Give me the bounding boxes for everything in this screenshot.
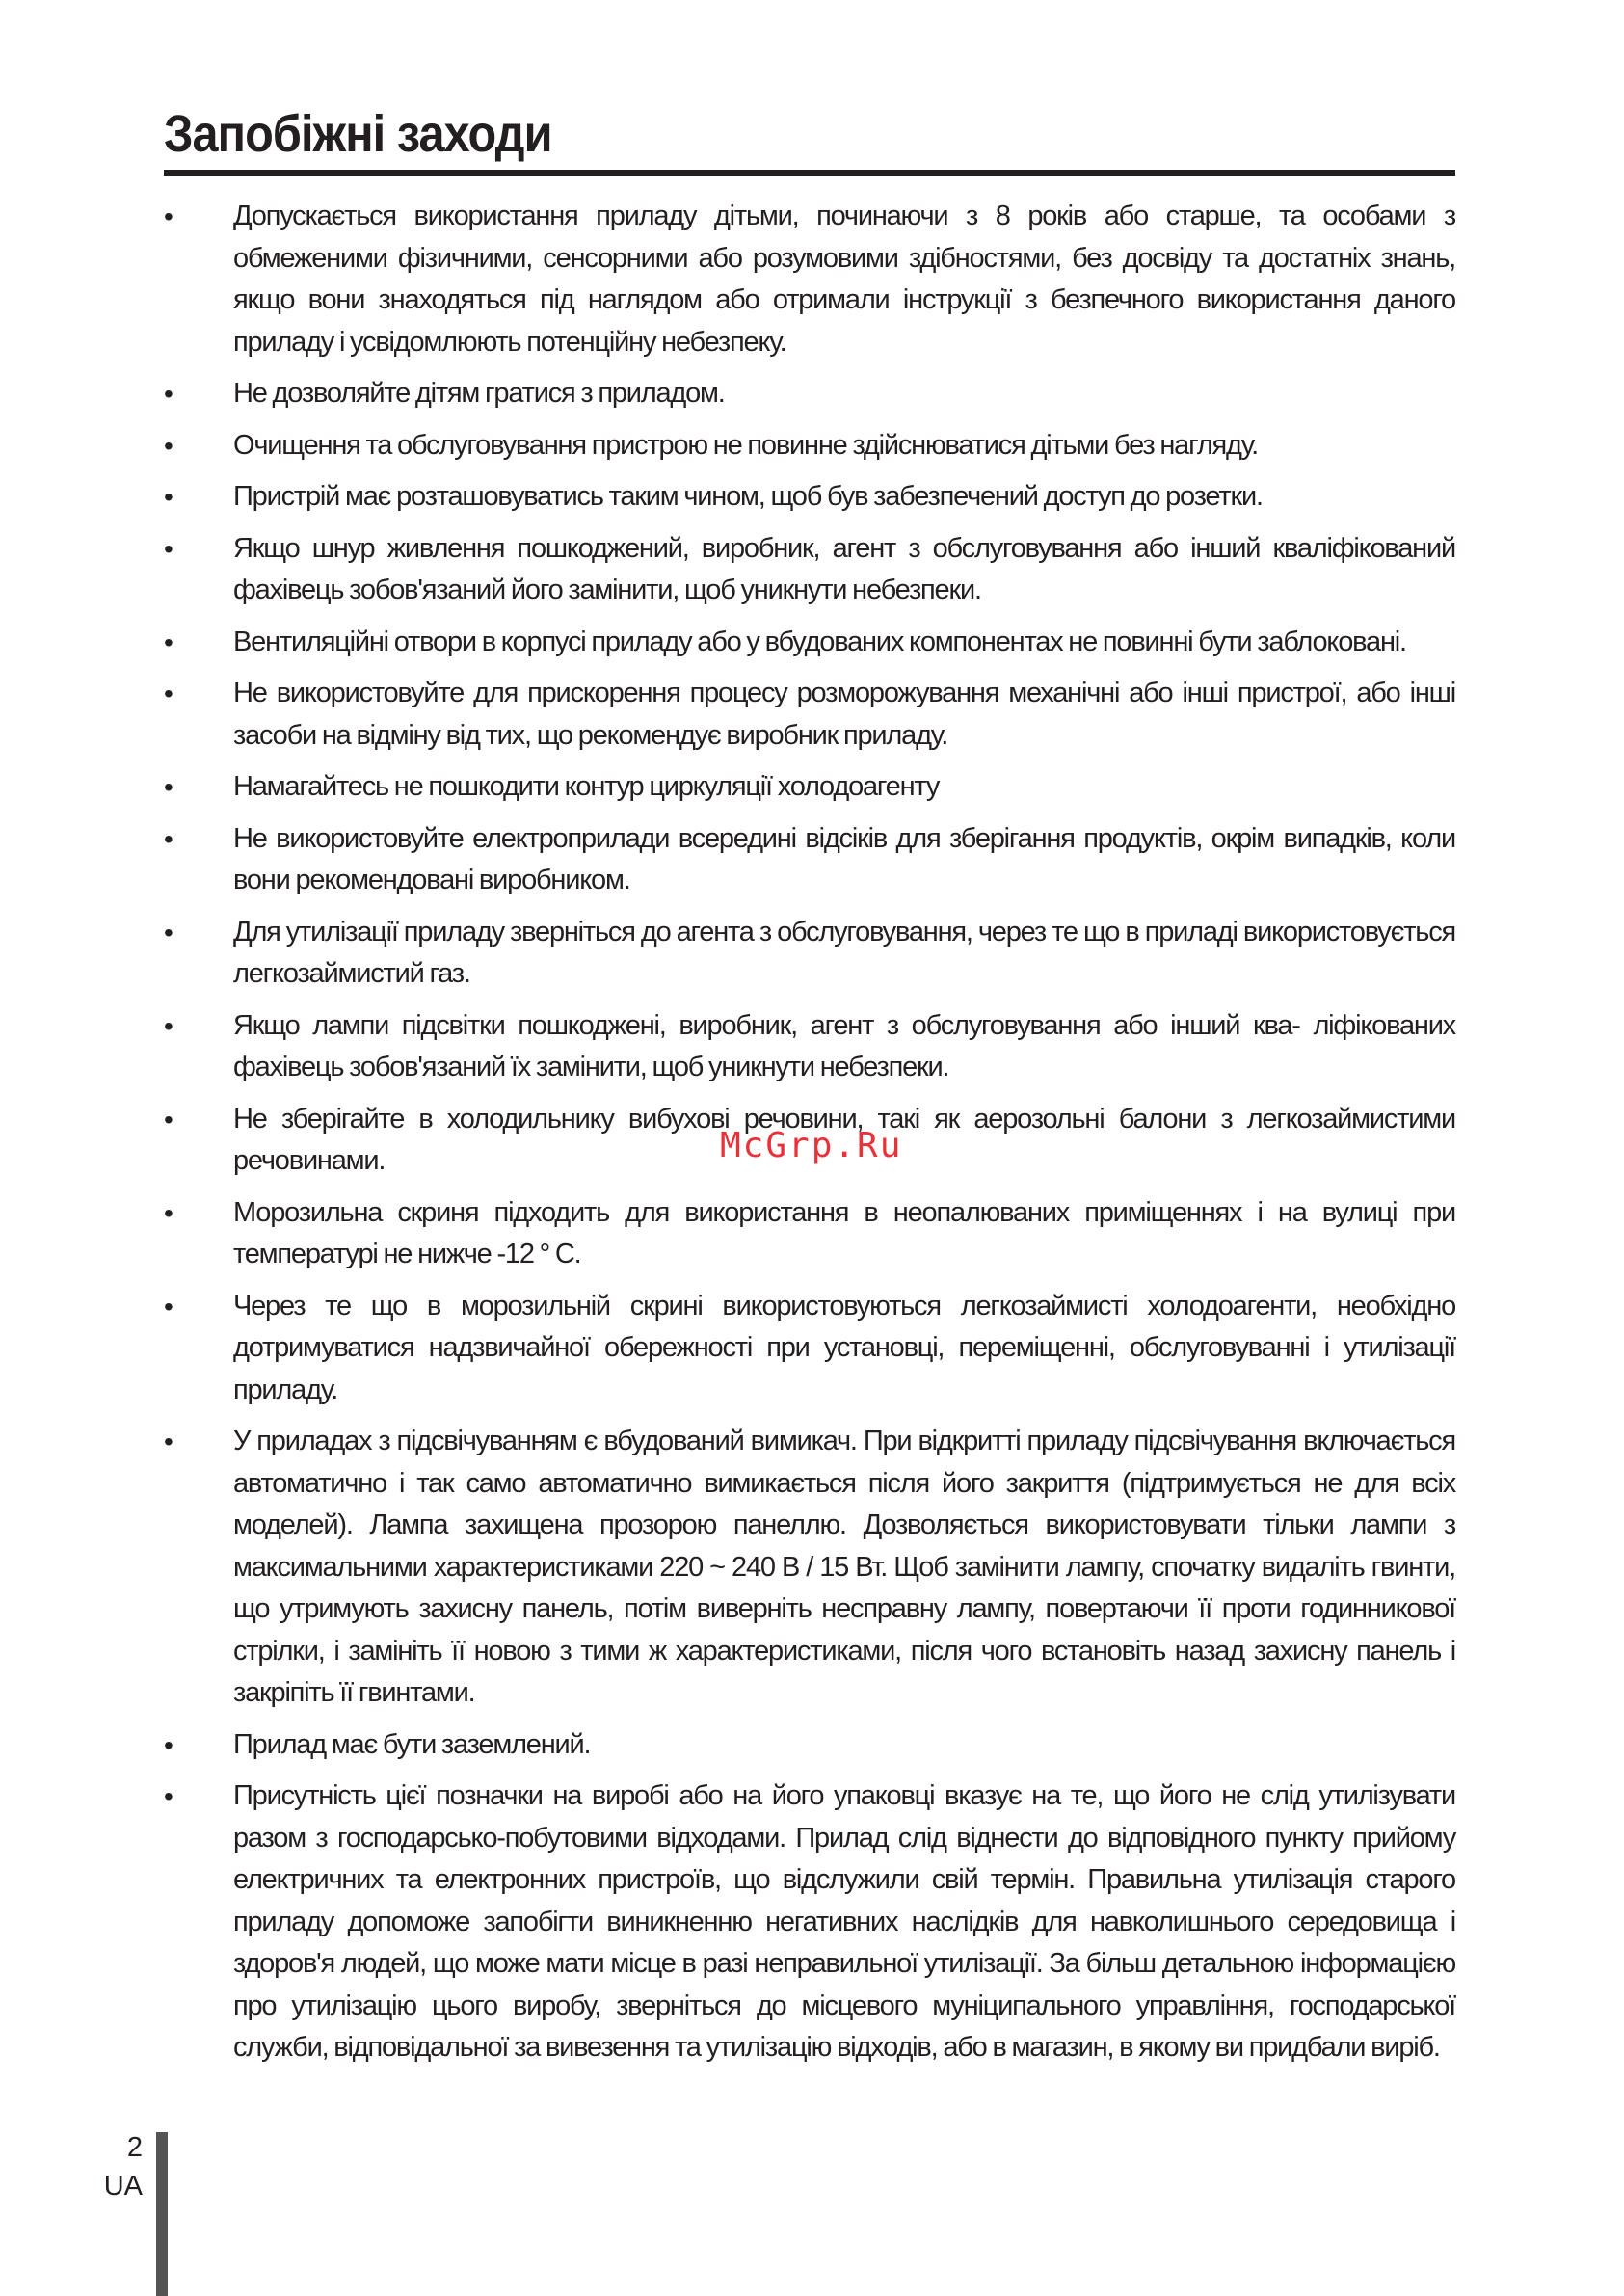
- list-item: [164, 1286, 1455, 1412]
- bullet-icon: •: [164, 482, 173, 512]
- bullet-icon: •: [164, 1781, 173, 1811]
- list-item-text: Якщо шнур живлення пошкоджений, виробник, агент з обслуговування або інший кваліфікований фахівець зобов'язаний його замінити, щоб уникнути небезпеки.: [233, 532, 1455, 605]
- page-number: 2: [126, 2132, 143, 2163]
- list-item-text: Не дозволяйте дітям гратися з приладом.: [233, 378, 725, 409]
- list-item: [164, 818, 1455, 902]
- list-item-text: Через те що в морозильній скрині використовуються легкозаймисті холодоагенти, необхідно дотримуватися надзвичайної обережності при установці, переміщенні, обслуговуванні і утилізації приладу.: [233, 1290, 1455, 1405]
- list-item-text: Присутність цієї позначки на виробі або на його упаковці вказує на те, що його не слід утилізувати разом з господарсько-побутовими відходами. Прилад слід віднести до відповідного пункту прийому електричних та електронних пристроїв, що відслужили свій термін. Правильна утилізація старого приладу допоможе запобігти виникненню негативних наслідків для навколишнього середовища і здоров'я людей, що може мати місце в разі неправильної утилізації. За більш детальною інформацією про утилізацію цього виробу, зверніться до місцевого муніципального управління, господарської служби, відповідальної за вивезення та утилізацію відходів, або в магазин, в якому ви придбали виріб.: [233, 1780, 1455, 2063]
- bullet-icon: •: [164, 772, 173, 802]
- list-item: [164, 622, 1455, 664]
- bullet-icon: •: [164, 379, 173, 409]
- bullet-icon: •: [164, 679, 173, 708]
- bullet-icon: •: [164, 1427, 173, 1456]
- list-item-text: Допускається використання приладу дітьми, починаючи з 8 років або старше, та особами з обмеженими фізичними, сенсорними або розумовими здібностями, без досвіду та достатніх знань, якщо вони знаходяться під наглядом або отримали інструкції з безпечного використання даного приладу і усвідомлюють потенційну небезпеку.: [233, 200, 1455, 358]
- bullet-icon: •: [164, 1291, 173, 1322]
- list-item-text: Не використовуйте електроприлади всередині відсіків для зберігання продуктів, окрім випадків, коли вони рекомендовані виробником.: [233, 822, 1455, 895]
- list-item: [164, 373, 1455, 415]
- list-item-text: У приладах з підсвічуванням є вбудований вимикач. При відкритті приладу підсвічування включається автоматично і так само автоматично вимикається після його закриття (підтримується не для всіх моделей). Лампа захищена прозорою панеллю. Дозволяється використовувати тільки лампи з максимальними характеристиками 220 ~ 240 В / 15 Вт. Щоб замінити лампу, спочатку видаліть гвинти, що утримують захисну панель, потім виверніть несправну лампу, повертаючи її проти годинникової стрілки, і замініть її новою з тими ж характеристиками, після чого встановіть назад захисну панель і закріпіть її гвинтами.: [233, 1426, 1455, 1708]
- list-item: [164, 912, 1455, 996]
- list-item-text: Якщо лампи підсвітки пошкоджені, виробник, агент з обслуговування або інший ква- ліфікованих фахівець зобов'язаний їх замінити, щоб уникнути небезпеки.: [233, 1009, 1455, 1082]
- list-item-text: Пристрій має розташовуватись таким чином, щоб був забезпечений доступ до розетки.: [233, 481, 1263, 512]
- list-item: [164, 528, 1455, 612]
- list-item-text: Не зберігайте в холодильнику вибухові речовини, такі як аерозольні балони з легкозаймистими речовинами.: [233, 1103, 1455, 1176]
- title-underline: [164, 170, 1455, 176]
- bullet-icon: •: [164, 201, 173, 231]
- list-item: [164, 1005, 1455, 1089]
- list-item: [164, 673, 1455, 757]
- list-item: [164, 196, 1455, 363]
- list-item-text: Вентиляційні отвори в корпусі приладу або у вбудованих компонентах не повинні бути заблоковані.: [233, 626, 1406, 657]
- list-item: [164, 1775, 1455, 2069]
- list-item: [164, 766, 1455, 809]
- bullet-icon: •: [164, 1104, 173, 1135]
- list-item: [164, 1724, 1455, 1767]
- list-item: [164, 425, 1455, 467]
- page-edge-bar: [156, 2132, 168, 2296]
- bullet-icon: •: [164, 1010, 173, 1041]
- bullet-icon: •: [164, 823, 173, 854]
- list-item-text: Морозильна скриня підходить для використання в неопалюваних приміщеннях і на вулиці при температурі не нижче -12 ° С.: [233, 1196, 1455, 1269]
- list-item: [164, 1192, 1455, 1276]
- list-item-text: Для утилізації приладу зверніться до агента з обслуговування, через те що в приладі використовується легкозаймистий газ.: [233, 916, 1455, 989]
- bullet-icon: •: [164, 1197, 173, 1228]
- list-item: [164, 476, 1455, 519]
- bullet-icon: •: [164, 533, 173, 564]
- bullet-icon: •: [164, 627, 173, 657]
- list-item: [164, 1421, 1455, 1715]
- language-code: UA: [103, 2171, 143, 2202]
- list-item-text: Не використовуйте для прискорення процесу розморожування механічні або інші пристрої, або інші засоби на відміну від тих, що рекомендує виробник приладу.: [233, 678, 1455, 751]
- bullet-icon: •: [164, 430, 173, 461]
- watermark: McGrp.Ru: [720, 1126, 903, 1165]
- page-title: Запобіжні заходи: [164, 105, 552, 163]
- list-item-text: Прилад має бути заземлений.: [233, 1728, 591, 1760]
- list-item-text: Намагайтесь не пошкодити контур циркуляції холодоагенту: [233, 771, 940, 802]
- bullet-icon: •: [164, 917, 173, 948]
- bullet-icon: •: [164, 1729, 173, 1760]
- list-item-text: Очищення та обслуговування пристрою не повинне здійснюватися дітьми без нагляду.: [233, 429, 1259, 461]
